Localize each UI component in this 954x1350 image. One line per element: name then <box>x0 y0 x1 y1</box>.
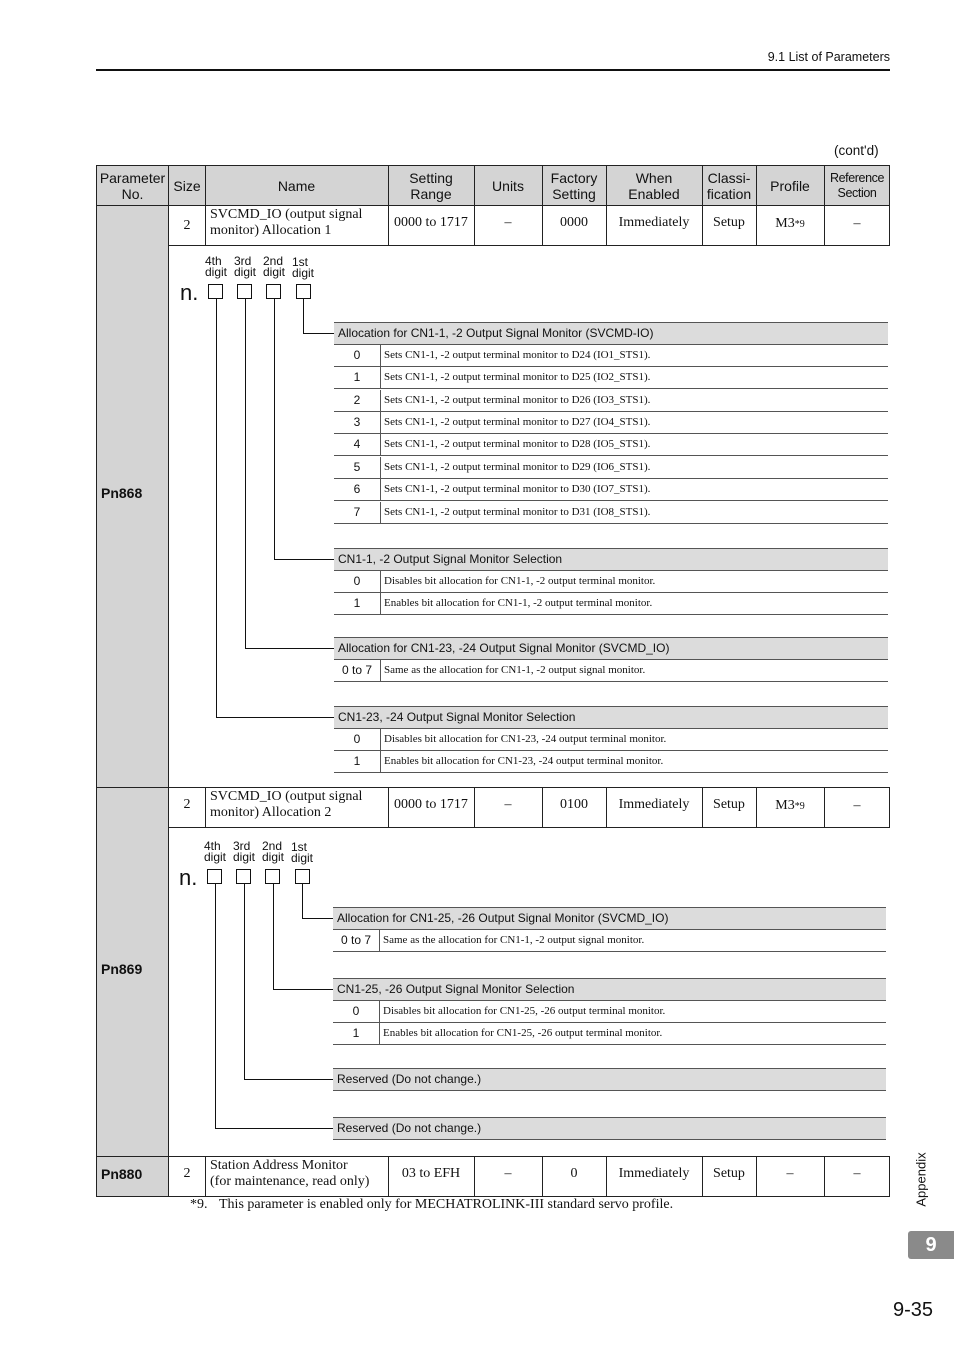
option-code: 0 <box>334 345 381 366</box>
running-header: 9.1 List of Parameters <box>767 50 890 64</box>
footnote-text: This parameter is enabled only for MECHATROLINK-III standard servo profile. <box>219 1197 674 1212</box>
section-header: CN1-1, -2 Output Signal Monitor Selection <box>334 548 888 571</box>
option-desc: Sets CN1-1, -2 output terminal monitor to D28 (IO5_STS1). <box>384 438 651 450</box>
option-desc: Sets CN1-1, -2 output terminal monitor to D29 (IO6_STS1). <box>384 461 651 473</box>
option-code: 2 <box>334 390 381 411</box>
option-code: 1 <box>334 751 381 772</box>
footnote <box>190 1197 673 1213</box>
col-header-when <box>606 165 702 206</box>
rule <box>96 165 97 1197</box>
option-row <box>334 367 888 389</box>
profile-cell <box>756 788 824 824</box>
when-cell: Immediately <box>618 214 690 230</box>
option-code: 6 <box>334 479 381 500</box>
option-desc: Sets CN1-1, -2 output terminal monitor to D26 (IO3_STS1). <box>384 394 651 406</box>
section-header: CN1-25, -26 Output Signal Monitor Selection <box>333 978 886 1001</box>
profile-footnote-ref: *9 <box>794 218 805 230</box>
digit-box-4th <box>207 869 222 884</box>
digit-box-1st <box>295 869 310 884</box>
profile-footnote-ref: *9 <box>794 800 805 812</box>
n-prefix: n. <box>179 865 198 890</box>
option-code: 1 <box>333 1023 380 1044</box>
option-desc: Enables bit allocation for CN1-1, -2 output terminal monitor. <box>384 597 653 609</box>
option-row <box>333 930 886 952</box>
col-header-reference <box>824 165 890 206</box>
rule <box>96 165 890 166</box>
col-header-factory-l2: Setting <box>552 185 596 202</box>
col-header-range-l1: Setting <box>409 169 453 186</box>
rule <box>205 1156 206 1197</box>
name-line-2: (for maintenance, read only) <box>210 1174 370 1189</box>
size-cell: 2 <box>183 218 191 233</box>
class-cell: Setup <box>713 796 745 812</box>
name-line-1: Station Address Monitor <box>210 1158 348 1173</box>
class-cell: Setup <box>713 214 745 230</box>
option-desc: Sets CN1-1, -2 output terminal monitor to D24 (IO1_STS1). <box>384 349 651 361</box>
size-cell: 2 <box>183 796 191 812</box>
digit-box-4th <box>208 284 223 299</box>
reference-cell: – <box>853 216 861 231</box>
col-header-profile: Profile <box>770 177 810 194</box>
option-code: 5 <box>334 457 381 478</box>
class-cell: Setup <box>713 1165 745 1181</box>
digit-box-1st <box>296 284 311 299</box>
option-desc: Sets CN1-1, -2 output terminal monitor to D31 (IO8_STS1). <box>384 506 651 518</box>
digit-label-4th: 4th digit <box>205 254 228 279</box>
col-header-ref-l1: Reference <box>829 170 885 185</box>
param-no-pn869: Pn869 <box>101 961 143 977</box>
col-header-range-l2: Range <box>410 185 452 202</box>
col-header-factory <box>542 165 606 206</box>
param-no-pn880: Pn880 <box>101 1166 143 1182</box>
option-row <box>334 345 888 367</box>
digit-box-2nd <box>266 284 281 299</box>
option-row <box>333 1001 886 1023</box>
option-row <box>333 1023 886 1045</box>
profile-value: M3 <box>775 798 795 813</box>
section-header: Allocation for CN1-23, -24 Output Signal Monitor (SVCMD_IO) <box>334 637 888 660</box>
option-row <box>334 593 888 615</box>
digit-label-1st: 1st digit <box>291 840 314 865</box>
factory-cell: 0 <box>570 1165 578 1181</box>
option-row <box>334 729 888 751</box>
option-row <box>334 412 888 434</box>
option-code: 0 to 7 <box>334 660 381 681</box>
digit-box-2nd <box>265 869 280 884</box>
digit-label-2nd: 2nd digit <box>263 254 286 279</box>
col-header-size: Size <box>173 177 201 194</box>
option-row <box>334 502 888 524</box>
name-line-2: monitor) Allocation 1 <box>210 223 332 238</box>
profile-value: M3 <box>775 216 795 231</box>
rule <box>205 787 206 828</box>
option-desc: Sets CN1-1, -2 output terminal monitor to D30 (IO7_STS1). <box>384 483 651 495</box>
param-no-pn868: Pn868 <box>101 485 143 501</box>
option-code: 0 <box>333 1001 380 1022</box>
when-cell: Immediately <box>618 1165 690 1181</box>
option-code: 0 <box>334 571 381 592</box>
chapter-tab[interactable] <box>908 1231 954 1259</box>
option-code: 3 <box>334 412 381 433</box>
section-header: Allocation for CN1-25, -26 Output Signal Monitor (SVCMD_IO) <box>333 907 886 930</box>
col-header-class-l1: Classi- <box>707 169 751 186</box>
name-cell <box>210 1158 386 1190</box>
option-code: 1 <box>334 367 381 388</box>
option-row <box>334 571 888 593</box>
rule <box>168 165 169 1197</box>
digit-label-2nd: 2nd digit <box>262 839 285 864</box>
section-header: Reserved (Do not change.) <box>333 1068 886 1091</box>
col-header-param-no-l1: Parameter <box>99 169 166 186</box>
rule <box>169 245 890 246</box>
section-header: Allocation for CN1-1, -2 Output Signal Monitor (SVCMD-IO) <box>334 322 888 345</box>
col-header-class-l2: fication <box>706 185 752 202</box>
name-cell <box>210 789 386 821</box>
option-desc: Sets CN1-1, -2 output terminal monitor to D27 (IO4_STS1). <box>384 416 651 428</box>
option-desc: Disables bit allocation for CN1-1, -2 output terminal monitor. <box>384 575 656 587</box>
option-desc: Disables bit allocation for CN1-23, -24 output terminal monitor. <box>384 733 667 745</box>
units-cell: – <box>504 1165 512 1181</box>
name-line-1: SVCMD_IO (output signal <box>210 789 363 804</box>
option-desc: Enables bit allocation for CN1-23, -24 output terminal monitor. <box>384 755 664 767</box>
col-header-setting-range <box>388 165 474 206</box>
option-row <box>334 390 888 412</box>
rule <box>169 827 890 828</box>
n-prefix: n. <box>180 280 199 305</box>
col-header-param-no-l2: No. <box>121 185 144 202</box>
option-code: 4 <box>334 434 381 455</box>
digit-label-3rd: 3rd digit <box>234 254 257 279</box>
profile-cell <box>756 206 824 242</box>
col-header-param-no <box>96 165 169 206</box>
option-row <box>334 434 888 456</box>
digit-box-3rd <box>237 284 252 299</box>
name-line-1: SVCMD_IO (output signal <box>210 207 363 222</box>
range-cell: 0000 to 1717 <box>394 214 468 230</box>
digit-label-4th: 4th digit <box>204 839 227 864</box>
digit-label-1st: 1st digit <box>292 255 315 280</box>
reference-cell: – <box>853 1165 861 1181</box>
name-cell <box>210 207 386 239</box>
option-code: 7 <box>334 502 381 523</box>
digit-label-3rd: 3rd digit <box>233 839 256 864</box>
range-cell: 0000 to 1717 <box>394 796 468 812</box>
col-header-when-l2: Enabled <box>628 185 680 202</box>
footnote-mark: *9. <box>190 1197 208 1212</box>
size-cell: 2 <box>183 1165 191 1181</box>
option-row <box>334 479 888 501</box>
col-header-name: Name <box>277 177 316 194</box>
reference-cell: – <box>853 798 861 813</box>
section-header: CN1-23, -24 Output Signal Monitor Selection <box>334 706 888 729</box>
option-row <box>334 660 888 682</box>
section-header: Reserved (Do not change.) <box>333 1117 886 1140</box>
units-cell: – <box>504 214 512 230</box>
header-rule <box>96 69 890 71</box>
connector-4th <box>216 299 334 718</box>
col-header-class <box>702 165 756 206</box>
when-cell: Immediately <box>618 796 690 812</box>
chapter-number: 9 <box>925 1233 937 1256</box>
option-code: 0 <box>334 729 381 750</box>
option-desc: Enables bit allocation for CN1-25, -26 output terminal monitor. <box>383 1027 663 1039</box>
connector-4th <box>215 884 333 1129</box>
col-header-units: Units <box>492 177 524 194</box>
col-header-factory-l1: Factory <box>550 169 598 186</box>
digit-box-3rd <box>236 869 251 884</box>
appendix-side-label: Appendix <box>913 1152 929 1207</box>
option-code: 1 <box>334 593 381 614</box>
range-cell: 03 to EFH <box>401 1165 461 1181</box>
contd-label: (cont'd) <box>834 143 879 158</box>
rule <box>205 165 206 246</box>
option-desc: Same as the allocation for CN1-1, -2 output signal monitor. <box>383 934 645 946</box>
option-desc: Same as the allocation for CN1-1, -2 output signal monitor. <box>384 664 646 676</box>
factory-cell: 0000 <box>560 214 588 230</box>
factory-cell: 0100 <box>560 796 588 812</box>
option-desc: Disables bit allocation for CN1-25, -26 output terminal monitor. <box>383 1005 666 1017</box>
option-code: 0 to 7 <box>333 930 380 951</box>
option-row <box>334 457 888 479</box>
col-header-ref-l2: Section <box>837 185 877 200</box>
profile-cell: – <box>786 1165 794 1181</box>
option-desc: Sets CN1-1, -2 output terminal monitor to D25 (IO2_STS1). <box>384 371 651 383</box>
page-number: 9-35 <box>893 1299 934 1321</box>
col-header-when-l1: When <box>635 169 673 186</box>
name-line-2: monitor) Allocation 2 <box>210 805 332 820</box>
option-row <box>334 751 888 773</box>
units-cell: – <box>504 796 512 812</box>
